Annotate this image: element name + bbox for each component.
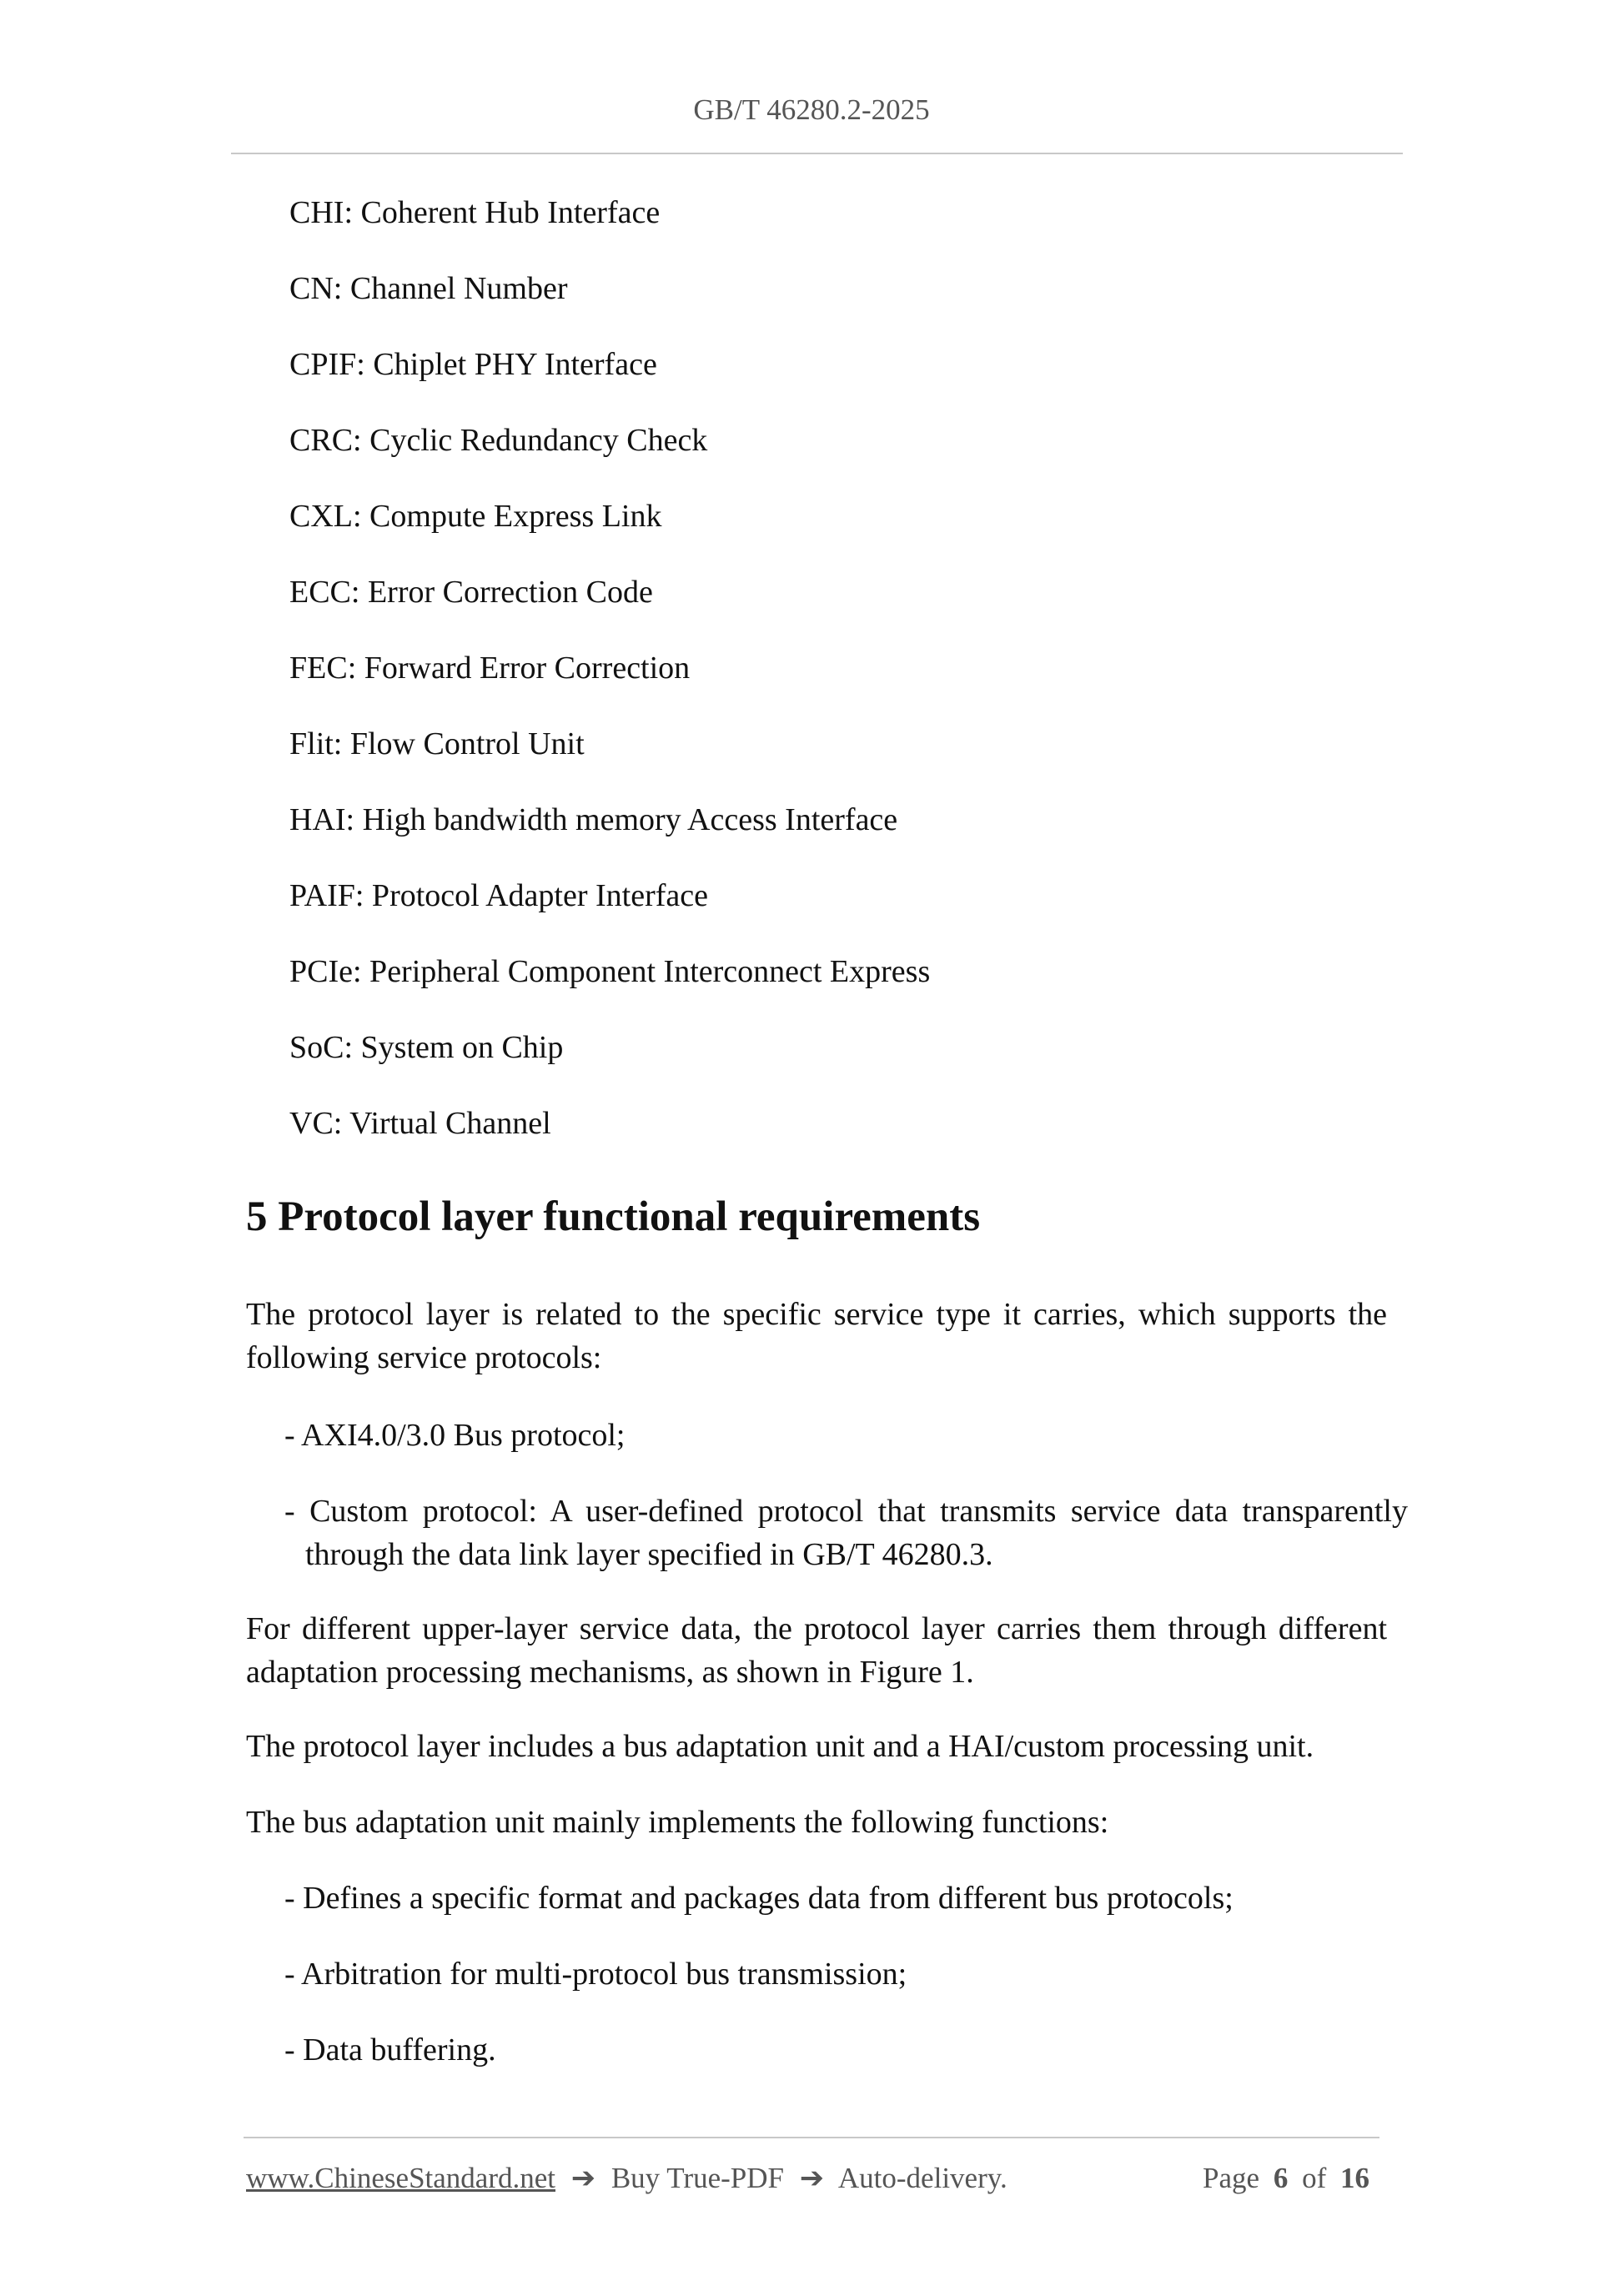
functions-intro-paragraph: The bus adaptation unit mainly implements the following functions: [246, 1805, 1109, 1840]
document-header: GB/T 46280.2-2025 [693, 93, 930, 126]
function-bullet: - Defines a specific format and packages data from different bus protocols; [284, 1881, 1234, 1916]
abbreviation-item: PCIe: Peripheral Component Interconnect Express [289, 954, 931, 989]
abbreviation-item: SoC: System on Chip [289, 1030, 564, 1065]
abbreviation-item: HAI: High bandwidth memory Access Interface [289, 802, 898, 837]
abbreviation-item: ECC: Error Correction Code [289, 575, 653, 610]
abbreviation-item: Flit: Flow Control Unit [289, 726, 585, 761]
arrow-right-icon: ➔ [570, 2162, 596, 2194]
current-page-number: 6 [1273, 2162, 1289, 2194]
page-label: Page [1203, 2162, 1260, 2194]
footer-promo [246, 2162, 1007, 2195]
abbreviation-item: VC: Virtual Channel [289, 1106, 551, 1141]
units-paragraph: The protocol layer includes a bus adaptation unit and a HAI/custom processing unit. [246, 1729, 1314, 1764]
arrow-right-icon: ➔ [799, 2162, 825, 2194]
abbreviation-item: CXL: Compute Express Link [289, 499, 662, 534]
buy-text: Buy True-PDF [611, 2162, 784, 2194]
function-bullet: - Arbitration for multi-protocol bus transmission; [284, 1957, 907, 1992]
site-link[interactable]: www.ChineseStandard.net [246, 2162, 555, 2194]
abbreviation-item: CPIF: Chiplet PHY Interface [289, 347, 657, 382]
footer-divider [244, 2137, 1379, 2138]
abbreviation-item: CRC: Cyclic Redundancy Check [289, 423, 708, 458]
delivery-text: Auto-delivery. [837, 2162, 1007, 2194]
abbreviation-item: FEC: Forward Error Correction [289, 651, 691, 686]
header-divider [231, 153, 1403, 154]
intro-paragraph: The protocol layer is related to the specific service type it carries, which supports the following service protocols: [246, 1297, 1387, 1375]
of-label: of [1302, 2162, 1327, 2194]
function-bullet: - Data buffering. [284, 2032, 496, 2067]
protocol-bullet: - Custom protocol: A user-defined protocol that transmits service data transparently through the data link layer specified in GB/T 46280.3. [284, 1494, 1408, 1572]
adaptation-paragraph: For different upper-layer service data, the protocol layer carries them through different adaptation processing mechanisms, as shown in Figure 1. [246, 1611, 1387, 1690]
section-heading: 5 Protocol layer functional requirements [246, 1193, 981, 1240]
protocol-bullet: - AXI4.0/3.0 Bus protocol; [284, 1418, 626, 1453]
abbreviation-item: CHI: Coherent Hub Interface [289, 195, 661, 230]
total-page-number: 16 [1340, 2162, 1369, 2194]
abbreviation-item: PAIF: Protocol Adapter Interface [289, 878, 708, 913]
abbreviation-item: CN: Channel Number [289, 271, 568, 306]
page-indicator [1203, 2162, 1376, 2195]
